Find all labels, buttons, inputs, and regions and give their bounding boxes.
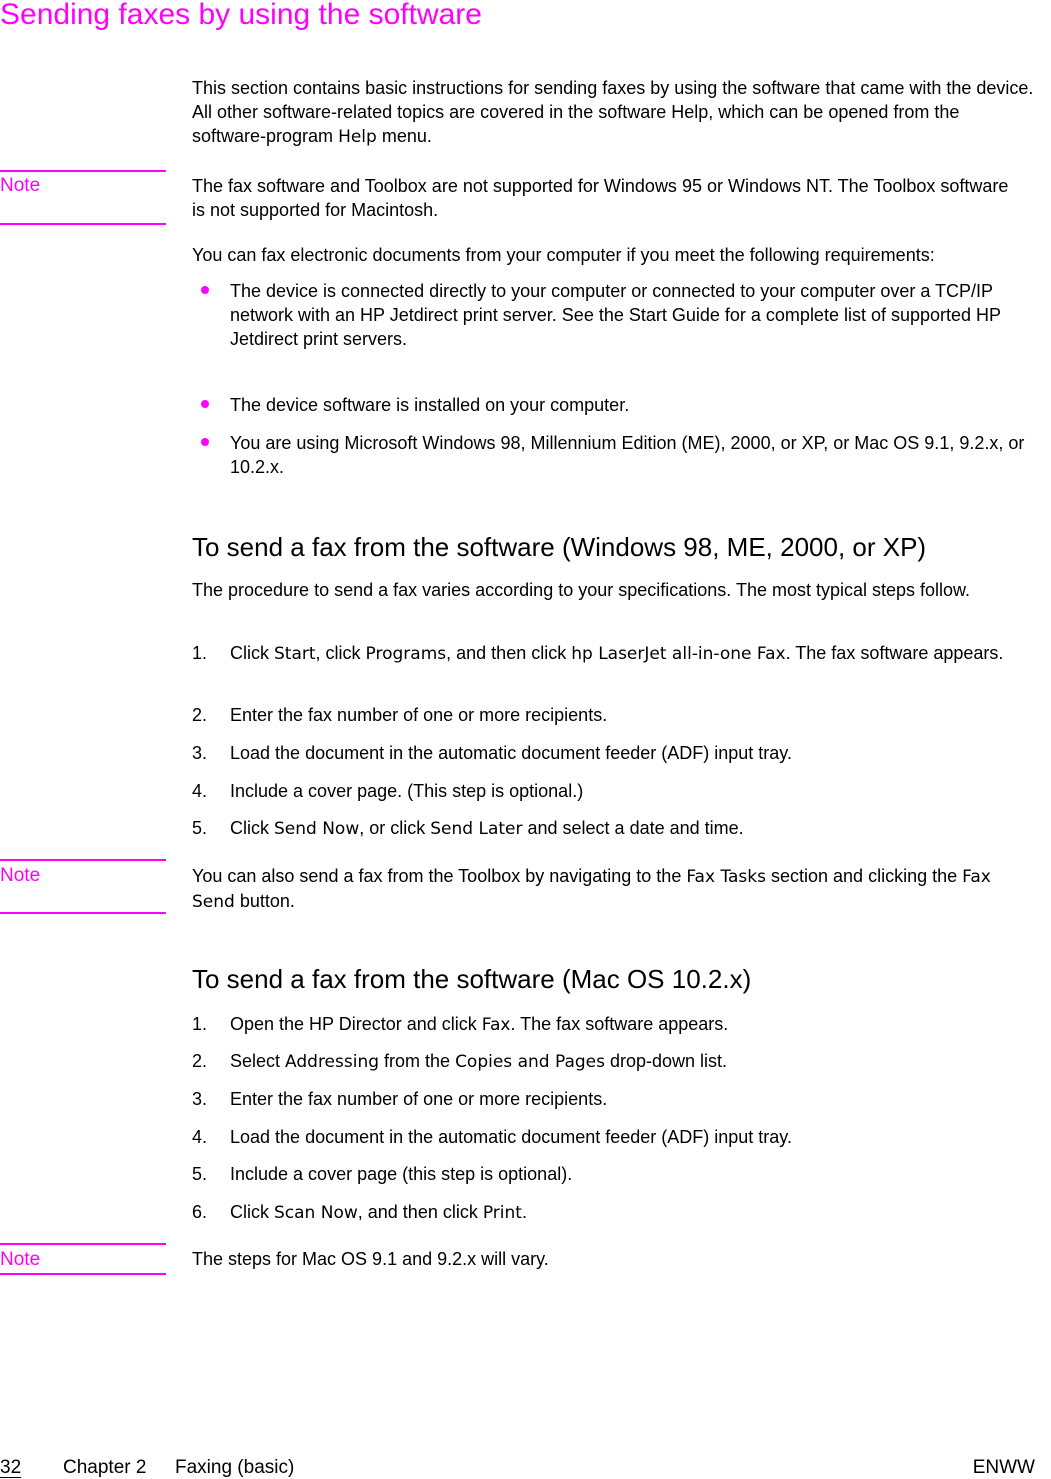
windows-intro: The procedure to send a fax varies according to your specifications. The most typical steps follow. <box>192 580 971 600</box>
note-rule-bottom <box>0 223 166 225</box>
note-text: You can also send a fax from the Toolbox by navigating to the Fax Tasks section and clicking the Fax Send button. <box>192 866 991 912</box>
step-number: 4. <box>192 781 208 801</box>
footer-right: ENWW <box>972 1457 1035 1478</box>
note-rule-bottom <box>0 1273 166 1275</box>
step-number: 2. <box>192 705 208 725</box>
step-number: 6. <box>192 1202 208 1222</box>
step-number: 3. <box>192 1089 208 1109</box>
page-title: Sending faxes by using the software <box>0 0 482 31</box>
note-rule-bottom <box>0 912 166 914</box>
footer-section: Faxing (basic) <box>175 1457 295 1478</box>
note-label: Note <box>0 865 41 886</box>
note-label: Note <box>0 175 41 196</box>
bullet-icon <box>201 286 209 294</box>
requirements-intro: You can fax electronic documents from your computer if you meet the following requirements: <box>192 245 935 265</box>
note-text: The steps for Mac OS 9.1 and 9.2.x will vary. <box>192 1249 549 1269</box>
step-number: 5. <box>192 818 208 838</box>
step-text: Enter the fax number of one or more recipients. <box>230 1089 608 1109</box>
note-label: Note <box>0 1249 41 1270</box>
step-text: Click Send Now, or click Send Later and select a date and time. <box>230 818 744 839</box>
list-item: You are using Microsoft Windows 98, Millennium Edition (ME), 2000, or XP, or Mac OS 9.1, 9.2.x, or 10.2.x. <box>230 433 1025 477</box>
step-text: Include a cover page (this step is optional). <box>230 1164 573 1184</box>
note-text: The fax software and Toolbox are not supported for Windows 95 or Windows NT. The Toolbox software is not supported for Macintosh. <box>192 176 1009 220</box>
list-item: The device software is installed on your computer. <box>230 395 630 415</box>
step-text: Open the HP Director and click Fax. The fax software appears. <box>230 1014 729 1035</box>
step-text: Include a cover page. (This step is optional.) <box>230 781 584 801</box>
bullet-icon <box>201 438 209 446</box>
step-text: Click Start, click Programs, and then click hp LaserJet all-in-one Fax. The fax software appears. <box>230 643 1004 664</box>
note-rule-top <box>0 1243 166 1245</box>
step-number: 2. <box>192 1051 208 1071</box>
list-item: The device is connected directly to your computer or connected to your computer over a TCP/IP network with an HP Jetdirect print server. See the Start Guide for a complete list of supported HP Jetdirect print servers. <box>230 281 1001 349</box>
step-number: 1. <box>192 1014 208 1034</box>
section-heading-windows: To send a fax from the software (Windows 98, ME, 2000, or XP) <box>192 532 927 562</box>
section-heading-mac: To send a fax from the software (Mac OS 10.2.x) <box>192 964 752 994</box>
note-rule-top <box>0 170 166 172</box>
step-text: Load the document in the automatic document feeder (ADF) input tray. <box>230 1127 792 1147</box>
page-number: 32 <box>0 1457 22 1478</box>
note-rule-top <box>0 859 166 861</box>
step-text: Select Addressing from the Copies and Pages drop-down list. <box>230 1051 728 1072</box>
step-number: 3. <box>192 743 208 763</box>
footer-chapter: Chapter 2 <box>63 1457 147 1478</box>
step-text: Click Scan Now, and then click Print. <box>230 1202 527 1223</box>
step-number: 5. <box>192 1164 208 1184</box>
step-number: 4. <box>192 1127 208 1147</box>
step-text: Load the document in the automatic document feeder (ADF) input tray. <box>230 743 792 763</box>
bullet-icon <box>201 400 209 408</box>
step-text: Enter the fax number of one or more recipients. <box>230 705 608 725</box>
intro-paragraph: This section contains basic instructions for sending faxes by using the software that came with the device. All other software-related topics are covered in the software Help, which can be opened from the software-program Help menu. <box>192 78 1034 147</box>
step-number: 1. <box>192 643 208 663</box>
